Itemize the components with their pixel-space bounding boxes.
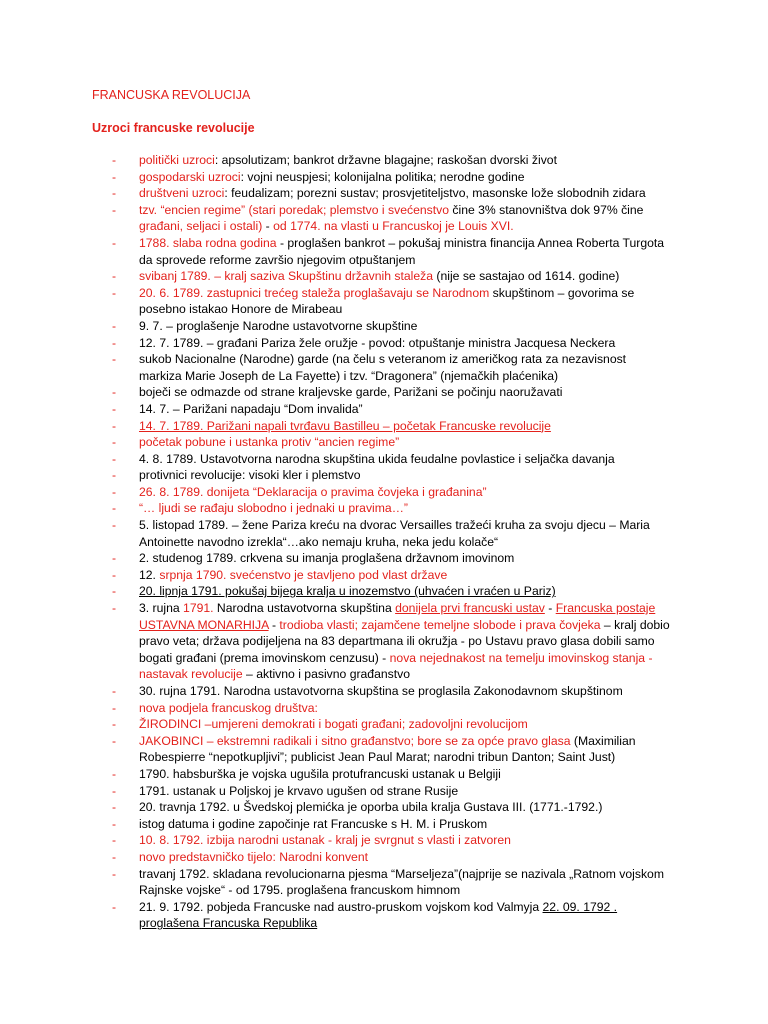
list-item	[112, 268, 672, 285]
list-item-text: svibanj 1789. – kralj saziva Skupštinu državnih staleža	[139, 269, 434, 284]
list-item-text: JAKOBINCI – ekstremni radikali i sitno građanstvo; bore se za opće pravo glasa	[139, 733, 571, 748]
list-item	[112, 202, 672, 235]
list-item-text: : feudalizam; porezni sustav; prosvjetiteljstvo, masonske lože slobodnih zidara	[224, 186, 646, 201]
bullet-dash-icon: -	[112, 401, 117, 416]
list-item-text: donijela prvi francuski ustav	[395, 601, 545, 616]
bullet-dash-icon: -	[112, 435, 117, 450]
bullet-dash-icon: -	[112, 816, 117, 831]
bullet-dash-icon: -	[112, 899, 117, 914]
list-item	[112, 351, 672, 384]
bullet-dash-icon: -	[112, 335, 117, 350]
list-item-text: -	[544, 601, 556, 616]
list-item-text: 20. travnja 1792. u Švedskoj plemićka je oporba ubila kralja Gustava III. (1771.-1792.)	[139, 800, 603, 815]
bullet-dash-icon: -	[112, 385, 117, 400]
list-item	[112, 849, 672, 866]
list-item-text: politički uzroci	[139, 153, 215, 167]
bullet-dash-icon: -	[112, 601, 117, 616]
bullet-dash-icon: -	[112, 849, 117, 864]
list-item	[112, 152, 672, 169]
list-item	[112, 766, 672, 783]
list-item-text: ŽIRODINCI –umjereni demokrati i bogati građani; zadovoljni revolucijom	[139, 717, 528, 732]
list-item-text: 3. rujna	[139, 601, 184, 616]
list-item	[112, 832, 672, 849]
bullet-dash-icon: -	[112, 269, 117, 284]
list-item-text: “… ljudi se rađaju slobodno i jednaki u pravima…”	[139, 501, 408, 516]
bullet-dash-icon: -	[112, 186, 117, 201]
list-item-text: travanj 1792. skladana revolucionarna pjesma “Marseljeza”(najprije se nazivala „Ratnom vojskom Rajnske vojske“ - od 1795. proglašena francuskom himnom	[139, 866, 664, 898]
list-item	[112, 683, 672, 700]
list-item-text: – aktivno i pasivno građanstvo	[242, 667, 410, 682]
bullet-dash-icon: -	[112, 418, 117, 433]
list-item-text: 12.	[139, 567, 160, 582]
bullet-dash-icon: -	[112, 518, 117, 533]
list-item-text: gospodarski uzroci	[139, 169, 241, 184]
list-item-text: 5. listopad 1789. – žene Pariza kreću na dvorac Versailles tražeći kruha za svoju djecu – Maria Antoinette navodno izrekla“…ako nemaju kruha, neka jedu kolače“	[139, 518, 650, 549]
list-item	[112, 285, 672, 318]
bullet-dash-icon: -	[112, 684, 117, 698]
list-item-text: -	[268, 617, 280, 632]
list-item-text: srpnja 1790. svećenstvo je stavljeno pod vlast države	[159, 567, 448, 582]
list-item	[112, 567, 672, 584]
list-item-text: početak pobune i ustanka protiv “ancien regime”	[139, 435, 400, 450]
bullet-dash-icon: -	[112, 235, 117, 250]
bullet-dash-icon: -	[112, 484, 117, 499]
list-item	[112, 799, 672, 816]
list-item-text: 30. rujna 1791. Narodna ustavotvorna skupština se proglasila Zakonodavnom skupštinom	[139, 684, 623, 698]
list-item	[112, 467, 672, 484]
list-item	[112, 716, 672, 733]
bullet-dash-icon: -	[112, 567, 117, 582]
list-item	[112, 517, 672, 550]
bullet-dash-icon: -	[112, 833, 117, 848]
list-item-text: čine 3% stanovništva dok 97% čine	[449, 202, 644, 217]
list-item-text: istog datuma i godine započinje rat Francuske s H. M. i Pruskom	[139, 816, 488, 831]
bullet-dash-icon: -	[112, 800, 117, 815]
bullet-dash-icon: -	[112, 153, 117, 167]
list-item-text: 10. 8. 1792. izbija narodni ustanak - kralj je svrgnut s vlasti i zatvoren	[139, 833, 511, 848]
bullet-list	[112, 152, 672, 932]
list-item	[112, 816, 672, 833]
bullet-dash-icon: -	[112, 584, 117, 599]
list-item-text: nova podjela francuskog društva:	[139, 700, 318, 715]
list-item	[112, 484, 672, 501]
bullet-dash-icon: -	[112, 717, 117, 732]
list-item	[112, 384, 672, 401]
list-item-text: sukob Nacionalne (Narodne) garde (na čelu s veteranom iz američkog rata za nezavisnost markiza Marie Joseph de La Fayette) i tzv. “Dragonera” (njemačkih plaćenika)	[139, 352, 627, 383]
bullet-dash-icon: -	[112, 468, 117, 483]
list-item	[112, 169, 672, 186]
list-item-text: 1791. ustanak u Poljskoj je krvavo ugušen od strane Rusije	[139, 783, 459, 798]
list-item-text: 20. 6. 1789. zastupnici trećeg staleža proglašavaju se Narodnom	[139, 285, 490, 300]
list-item-text: trodioba vlasti; zajamčene temeljne slobode i prava čovjeka	[279, 617, 601, 632]
list-item-text: -	[262, 219, 274, 234]
bullet-dash-icon: -	[112, 285, 117, 300]
list-item-text: : vojni neuspjesi; kolonijalna politika; nerodne godine	[240, 169, 525, 184]
bullet-dash-icon: -	[112, 783, 117, 798]
list-item	[112, 401, 672, 418]
list-item-text: boječi se odmazde od strane kraljevske garde, Parižani se počinju naoružavati	[139, 385, 563, 400]
bullet-dash-icon: -	[112, 501, 117, 516]
list-item	[112, 733, 672, 766]
list-item-text: (Maximilian Robespierre “nepotkupljivi”; publicist Jean Paul Marat; narodni tribun Danton; Saint Just)	[139, 733, 636, 765]
bullet-dash-icon: -	[112, 551, 117, 566]
list-item-text: : apsolutizam; bankrot državne blagajne; raskošan dvorski život	[214, 153, 557, 167]
list-item-text: 14. 7. 1789. Parižani napali tvrđavu Bastilleu – početak Francuske revolucije	[139, 418, 551, 433]
bullet-dash-icon: -	[112, 733, 117, 748]
list-item-text: - proglašen bankrot – pokušaj ministra financija Annea Roberta Turgota da sprovede reforme završio njegovim otpuštanjem	[139, 235, 665, 267]
list-item-text: od 1774. na vlasti u Francuskoj je Louis XVI.	[273, 219, 514, 234]
list-item	[112, 550, 672, 567]
list-item	[112, 434, 672, 451]
list-item-text: skupštinom – govorima se posebno istakao Honore de Mirabeau	[139, 285, 635, 317]
list-item-text: 1791.	[183, 601, 214, 616]
list-item-text: 9. 7. – proglašenje Narodne ustavotvorne skupštine	[139, 318, 418, 333]
list-item	[112, 899, 672, 932]
list-item-text: građani, seljaci i ostali)	[139, 219, 263, 234]
list-item-text: 21. 9. 1792. pobjeda Francuske nad austro-pruskom vojskom kod Valmyja	[139, 899, 543, 914]
list-item	[112, 600, 672, 683]
list-item	[112, 500, 672, 517]
list-item-text: Francuska postaje USTAVNA MONARHIJA	[139, 601, 656, 632]
bullet-dash-icon: -	[112, 318, 117, 333]
bullet-dash-icon: -	[112, 451, 117, 466]
list-item-text: 20. lipnja 1791. pokušaj bijega kralja u inozemstvo (uhvaćen i vraćen u Pariz)	[139, 584, 556, 599]
bullet-dash-icon: -	[112, 866, 117, 881]
list-item	[112, 583, 672, 600]
list-item-text: 12. 7. 1789. – građani Pariza žele oružje - povod: otpuštanje ministra Jacquesa Neckera	[139, 335, 616, 350]
list-item-text: novo predstavničko tijelo: Narodni konvent	[139, 849, 368, 864]
list-item	[112, 235, 672, 268]
list-item-text: Narodna ustavotvorna skupština	[213, 601, 396, 616]
section-heading: Uzroci francuske revolucije	[92, 121, 255, 135]
list-item	[112, 783, 672, 800]
list-item-text: 14. 7. – Parižani napadaju “Dom invalida”	[139, 401, 363, 416]
list-item-text: 1790. habsburška je vojska ugušila protufrancuski ustanak u Belgiji	[139, 766, 501, 781]
list-item-text: tzv. “encien regime” (stari poredak; plemstvo i svećenstvo	[139, 202, 449, 217]
list-item-text: 22. 09. 1792 . proglašena Francuska Republika	[139, 899, 618, 931]
bullet-dash-icon: -	[112, 700, 117, 715]
bullet-dash-icon: -	[112, 766, 117, 781]
list-item-text: protivnici revolucije: visoki kler i plemstvo	[139, 468, 361, 483]
bullet-dash-icon: -	[112, 202, 117, 217]
list-item-text: 26. 8. 1789. donijeta “Deklaracija o pravima čovjeka i građanina”	[139, 484, 487, 499]
bullet-dash-icon: -	[112, 352, 117, 367]
bullet-dash-icon: -	[112, 169, 117, 184]
list-item	[112, 185, 672, 202]
list-item-text: društveni uzroci	[139, 186, 225, 201]
list-item-text: nova nejednakost na temelju imovinskog stanja - nastavak revolucije	[139, 650, 653, 682]
list-item	[112, 418, 672, 435]
list-item-text: 2. studenog 1789. crkvena su imanja proglašena državnom imovinom	[139, 551, 515, 566]
list-item-text: 1788. slaba rodna godina	[139, 235, 277, 250]
list-item	[112, 318, 672, 335]
list-item	[112, 335, 672, 352]
document-title: FRANCUSKA REVOLUCIJA	[92, 88, 251, 102]
list-item	[112, 866, 672, 899]
list-item-text: 4. 8. 1789. Ustavotvorna narodna skupština ukida feudalne povlastice i seljačka davanja	[139, 451, 615, 466]
list-item-text: (nije se sastajao od 1614. godine)	[433, 269, 620, 284]
list-item	[112, 700, 672, 717]
list-item	[112, 451, 672, 468]
list-item-text: – kralj dobio pravo veta; država podijeljena na 83 departmana ili okružja - po Ustavu pravo glasa dobili samo bogati građani (prema imovinskom cenzusu) -	[139, 617, 670, 665]
